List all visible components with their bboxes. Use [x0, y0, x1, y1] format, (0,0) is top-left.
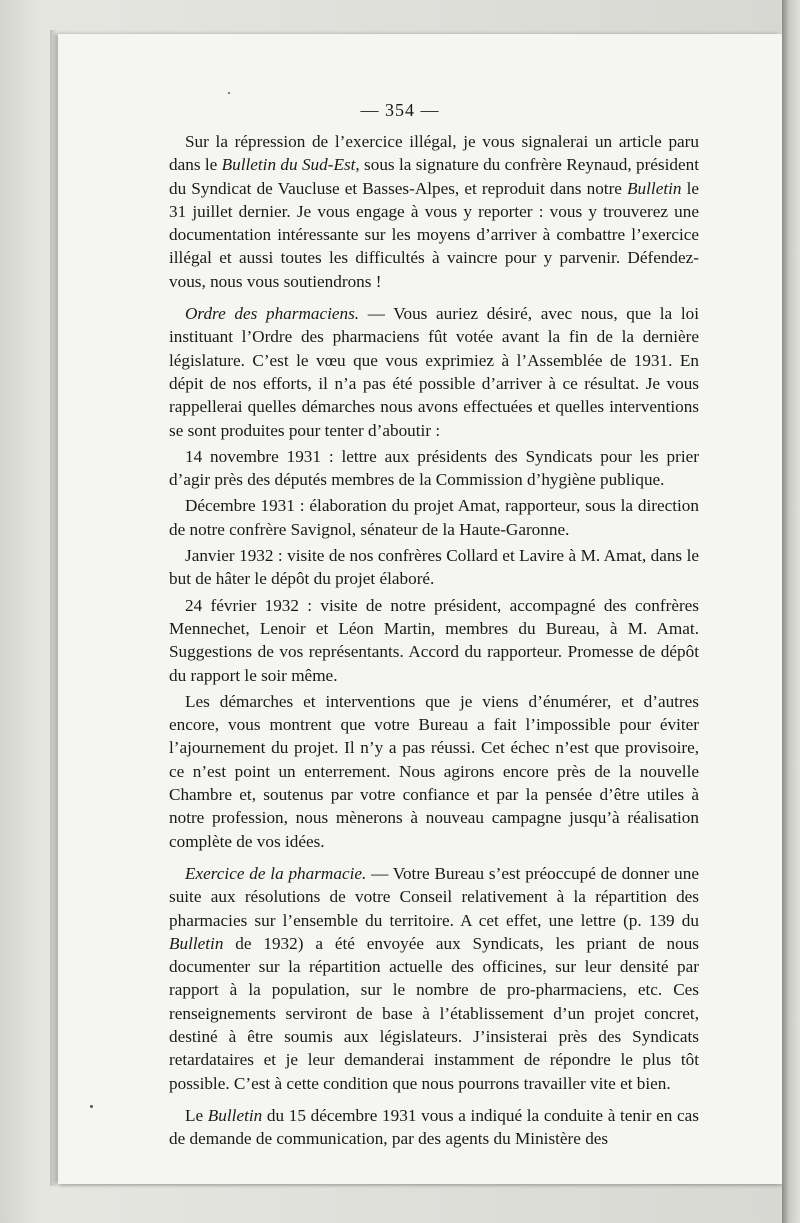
paragraph-bulletin-dec [169, 1104, 699, 1151]
text-run: Les démarches et interventions que je viens d’énumérer, et d’autres encore, vous montrent que votre Bureau a fait l’impossible pour éviter l’ajournement du projet. Il n’y a pas réussi. Cet échec n’est que provisoire, ce n’est point un enterrement. Nous agirons encore près de la nouvelle Chambre et, soutenus par votre confiance et par la pensée d’être utiles à notre profession, nous mènerons à nouveau campagne jusqu’à réalisation complète de vos idées. [169, 691, 699, 851]
italic-text: Exercice de la pharmacie. [185, 863, 367, 883]
text-run: Le [185, 1105, 208, 1125]
text-run: 24 février 1932 : visite de notre président, accompagné des confrères Mennechet, Lenoir et Léon Martin, membres du Bureau, à M. Amat. Suggestions de vos représentants. Accord du rapporteur. Promesse de dépôt du rapport le soir même. [169, 595, 699, 685]
paragraph-demarches [169, 690, 699, 853]
text-run: Sur la répression de l’exercice illégal, je vous signalerai un article paru dans le [169, 132, 699, 175]
text-run: le 31 juillet dernier. Je vous engage à vous y reporter : vous y trouverez une documentation intéressante sur les moyens d’arriver à combattre l’exercice illégal et aussi toutes les difficultés à vaincre pour y parvenir. Défendez-vous, nous vous soutiendrons ! [169, 178, 699, 291]
paragraph-nov-1931 [169, 445, 699, 492]
text-run: Décembre 1931 : élaboration du projet Amat, rapporteur, sous la direction de notre confrère Savignol, sénateur de la Haute-Garonne. [169, 496, 699, 539]
text-run: du 15 décembre 1931 vous a indiqué la conduite à tenir en cas de demande de communication, par des agents du Ministère des [169, 1105, 699, 1149]
italic-text: Bulletin [169, 933, 224, 953]
paragraph-illegal-exercise [169, 130, 699, 293]
paragraph-exercice-pharmacie [169, 862, 699, 1095]
paragraph-jan-1932 [169, 544, 699, 591]
text-run: — Votre Bureau s’est préoccupé de donner une suite aux résolutions de votre Conseil relativement à la répartition des pharmacies sur l’ensemble du territoire. A cet effet, une lettre (p. 139 du [169, 863, 699, 930]
page-edge-right [782, 0, 800, 1223]
italic-text: Bulletin du Sud-Est [221, 155, 356, 175]
text-run: 14 novembre 1931 : lettre aux présidents des Syndicats pour les prier d’agir près des députés membres de la Commission d’hygiène publique. [169, 446, 699, 490]
paragraph-ordre-pharmaciens [169, 302, 699, 442]
text-run: — Vous auriez désiré, avec nous, que la loi instituant l’Ordre des pharmaciens fût votée avant la fin de la dernière législature. C’est le vœu que vous exprimiez à l’Assemblée de 1931. En dépit de nos efforts, il n’a pas été possible d’arriver à ce résultat. Je vous rappellerai quelles démarches nous avons effectuées et quelles interventions se sont produites pour tenter d’aboutir : [169, 304, 699, 440]
italic-text: Ordre des pharmaciens. [185, 304, 360, 324]
text-run: , sous la signature du confrère Reynaud, président du Syndicat de Vaucluse et Basses-Alpes, et reproduit dans notre [169, 155, 699, 198]
body-text [169, 130, 699, 1153]
page-number: — 354 — [360, 100, 440, 120]
paragraph-feb-1932 [169, 594, 699, 687]
italic-text: Bulletin [207, 1105, 263, 1125]
text-run: Janvier 1932 : visite de nos confrères Collard et Lavire à M. Amat, dans le but de hâter le dépôt du projet élaboré. [169, 546, 699, 589]
italic-text: Bulletin [627, 178, 682, 198]
scan-speck [228, 92, 230, 94]
paragraph-dec-1931 [169, 494, 699, 541]
scan-speck [90, 1105, 93, 1108]
page-edge-left [50, 30, 58, 1186]
text-run: de 1932) a été envoyée aux Syndicats, les priant de nous documenter sur la répartition actuelle des officines, sur leur densité par rapport à la population, sur le nombre de pro-pharmaciens, etc. Ces renseignements serviront de base à l’établissement d’un projet concret, destiné à être soumis aux législateurs. J’insisterai près des Syndicats retardataires et je leur demanderai instamment de répondre le plus tôt possible. C’est à cette condition que nous pourrons travailler vite et bien. [169, 933, 699, 1093]
